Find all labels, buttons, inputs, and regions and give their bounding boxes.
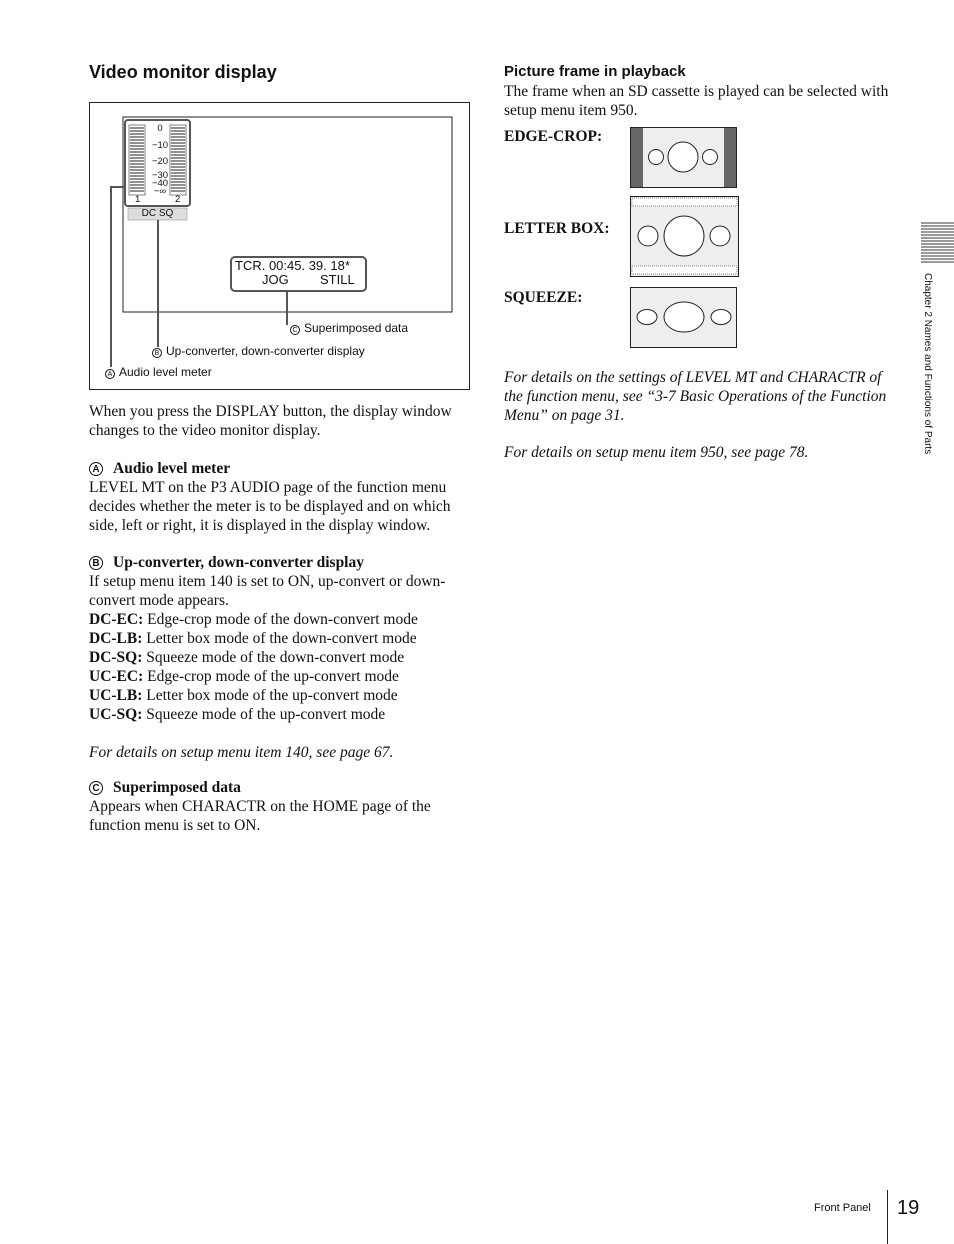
callout-superimposed: [290, 321, 408, 335]
mode-code: UC-EC:: [89, 668, 144, 685]
note-menu-950: For details on setup menu item 950, see page 78.: [504, 444, 809, 461]
converter-label: DC SQ: [141, 208, 174, 219]
meter-scale-20: −20: [151, 156, 169, 167]
mode-desc: Squeeze mode of the up-convert mode: [142, 706, 386, 723]
picture-frame-title: Picture frame in playback: [504, 63, 686, 80]
monitor-diagram: [89, 102, 470, 390]
callout-letter-a: A: [105, 369, 115, 379]
mode-desc: Edge-crop mode of the down-convert mode: [143, 611, 418, 628]
meter-scale-inf: −∞: [153, 186, 167, 197]
section-title: Video monitor display: [89, 62, 277, 82]
mode-code: DC-SQ:: [89, 649, 143, 666]
callout-a-text: Audio level meter: [119, 365, 212, 379]
edge-crop-label: EDGE-CROP:: [504, 128, 603, 145]
squeeze-frame: [630, 287, 738, 349]
mode-code: DC-LB:: [89, 630, 143, 647]
mode-uc-sq: [89, 705, 471, 724]
item-a: [89, 459, 471, 535]
intro-paragraph: When you press the DISPLAY button, the display window changes to the video monitor display.: [89, 403, 452, 439]
item-b: [89, 553, 471, 762]
item-b-text: If setup menu item 140 is set to ON, up-convert or down-convert mode appears.: [89, 573, 446, 609]
footer-section: Front Panel: [814, 1202, 871, 1214]
callout-letter-c: C: [290, 325, 300, 335]
chapter-tab-graphic: [921, 222, 954, 264]
meter-scale-30: −30: [151, 170, 169, 181]
chapter-sidebar: [920, 273, 934, 503]
callout-b-text: Up-converter, down-converter display: [166, 344, 365, 358]
mode-desc: Squeeze mode of the down-convert mode: [142, 649, 405, 666]
note-level-mt: For details on the settings of LEVEL MT and CHARACTR of the function menu, see “3-7 Basic Operations of the Function Menu” on page 31.: [504, 369, 887, 424]
letter-box-frame: [630, 196, 740, 278]
item-c-heading: Superimposed data: [113, 779, 241, 796]
jog-label: JOG: [262, 272, 289, 287]
chapter-sidebar-text: Chapter 2 Names and Functions of Parts: [922, 273, 933, 455]
mode-desc: Edge-crop mode of the up-convert mode: [143, 668, 399, 685]
page-number: 19: [897, 1197, 920, 1219]
mode-desc: Letter box mode of the up-convert mode: [142, 687, 398, 704]
callout-converter: [152, 344, 365, 358]
item-c-letter: C: [89, 781, 103, 795]
item-a-heading: Audio level meter: [113, 460, 231, 477]
item-b-note: For details on setup menu item 140, see page 67.: [89, 744, 394, 761]
still-label: STILL: [320, 272, 355, 287]
item-a-letter: A: [89, 462, 103, 476]
item-b-letter: B: [89, 556, 103, 570]
meter-scale-40: −40: [151, 178, 169, 189]
meter-scale-0: 0: [157, 123, 163, 134]
item-b-heading: Up-converter, down-converter display: [113, 554, 364, 571]
mode-code: UC-SQ:: [89, 706, 143, 723]
edge-crop-frame: [630, 127, 738, 189]
meter-channel-2: 2: [175, 194, 181, 205]
item-c: [89, 778, 471, 835]
meter-scale-10: −10: [151, 140, 169, 151]
meter-channel-1: 1: [135, 194, 141, 205]
mode-code: DC-EC:: [89, 611, 144, 628]
mode-dc-ec: [89, 610, 471, 629]
mode-uc-lb: [89, 686, 471, 705]
callout-audio: [105, 365, 212, 379]
meter-bar-right: [170, 125, 186, 195]
callout-letter-b: B: [152, 348, 162, 358]
mode-dc-sq: [89, 648, 471, 667]
timecode-line: TCR. 00:45. 39. 18*: [235, 258, 350, 273]
mode-desc: Letter box mode of the down-convert mode: [142, 630, 417, 647]
letter-box-label: LETTER BOX:: [504, 220, 610, 237]
callout-c-text: Superimposed data: [304, 321, 409, 335]
squeeze-label: SQUEEZE:: [504, 289, 583, 306]
mode-code: UC-LB:: [89, 687, 143, 704]
item-c-text: Appears when CHARACTR on the HOME page of the function menu is set to ON.: [89, 798, 431, 834]
item-a-text: LEVEL MT on the P3 AUDIO page of the function menu decides whether the meter is to be displayed and on which side, left or right, it is displayed in the display window.: [89, 479, 451, 534]
mode-uc-ec: [89, 667, 471, 686]
picture-frame-intro: The frame when an SD cassette is played can be selected with setup menu item 950.: [504, 83, 889, 119]
meter-bar-left: [129, 125, 145, 195]
mode-dc-lb: [89, 629, 471, 648]
footer-divider: [887, 1190, 888, 1244]
